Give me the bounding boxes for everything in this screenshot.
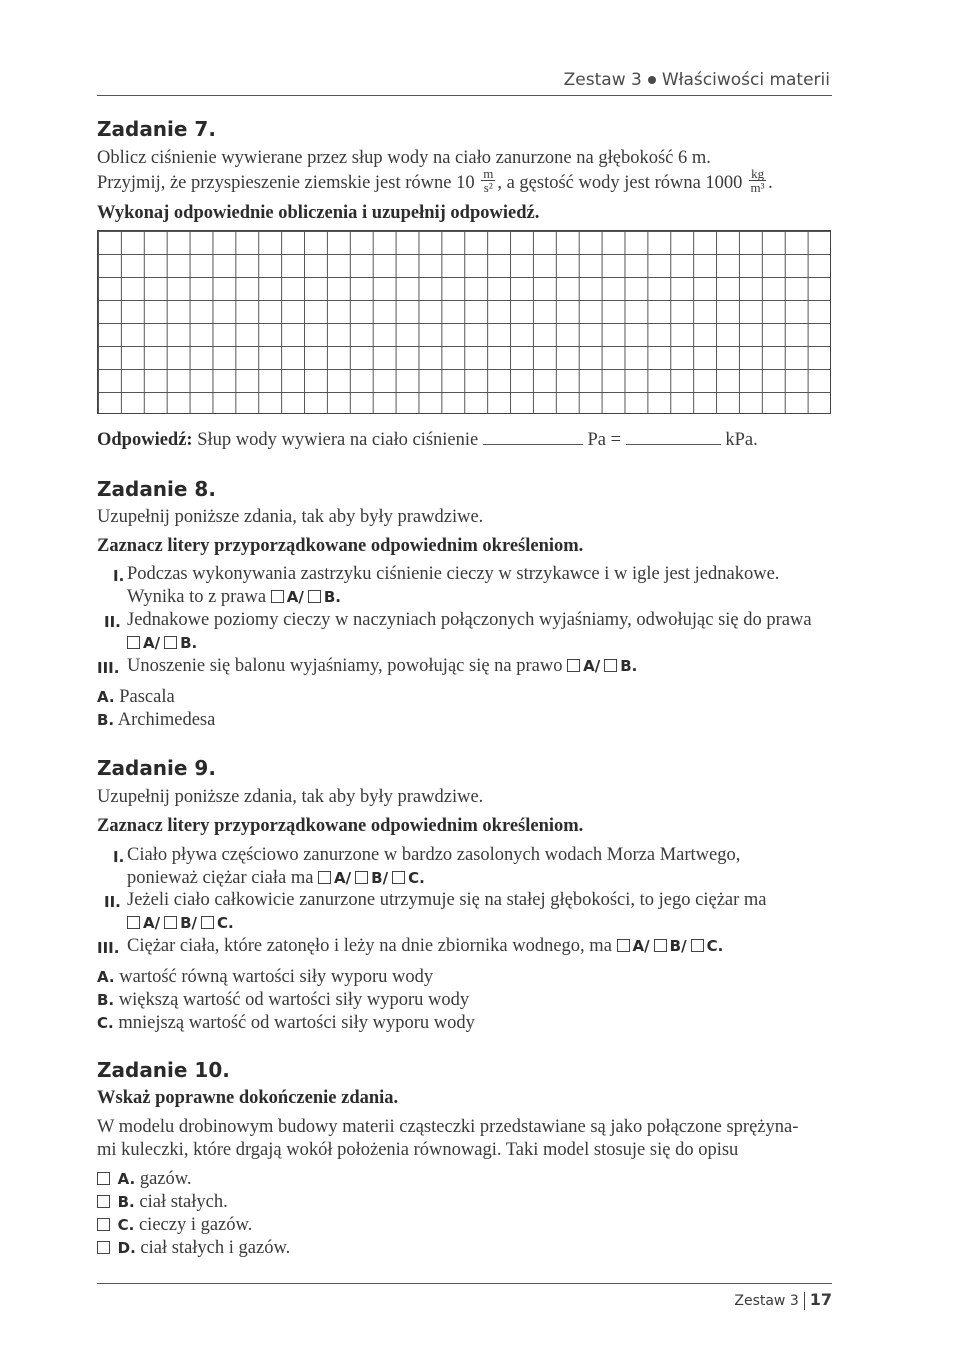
slash: / [298, 588, 304, 606]
footer-rule [97, 1283, 832, 1284]
pa-answer-field[interactable] [483, 430, 583, 445]
choice-a: A [286, 588, 299, 606]
task9-option-b [97, 990, 469, 1011]
checkbox[interactable] [127, 636, 140, 649]
checkbox[interactable] [97, 1241, 110, 1254]
task9-s3-a [127, 936, 723, 957]
dot: . [631, 657, 638, 675]
kpa-answer-field[interactable] [626, 430, 721, 445]
choice-a: A [143, 914, 155, 932]
slash: / [644, 937, 650, 955]
choice-c: C [706, 937, 718, 955]
checkbox[interactable] [308, 590, 321, 603]
task7-title: Zadanie 7. [97, 117, 216, 141]
task8-title: Zadanie 8. [97, 477, 216, 501]
bullet-icon [648, 76, 656, 84]
task10-option-b[interactable] [97, 1192, 228, 1213]
task9-s2-choices [127, 913, 234, 934]
frac2-den: m³ [750, 180, 765, 195]
option-letter: B. [97, 991, 115, 1009]
calculation-grid[interactable] [97, 230, 831, 414]
choice-c: C [217, 914, 229, 932]
choice-b: B [323, 588, 336, 606]
task8-option-a [97, 687, 175, 708]
task10-title: Zadanie 10. [97, 1058, 230, 1082]
task9-instruction: Zaznacz litery przyporządkowane odpowiednim określeniom. [97, 816, 584, 836]
option-letter: B. [117, 1193, 135, 1211]
unit-kpa: kPa. [725, 430, 758, 450]
dot: . [717, 937, 724, 955]
option-text: Archimedesa [117, 710, 216, 730]
choice-b: B [180, 914, 192, 932]
answer-label: Odpowiedź: [97, 430, 193, 450]
frac2-num: kg [751, 166, 765, 181]
page-number: 17 [809, 1290, 832, 1309]
task7-line2-c: . [768, 172, 773, 193]
task9-s2-a: Jeżeli ciało całkowicie zanurzone utrzymuje się na stałej głębokości, to jego ciężar ma [127, 890, 767, 910]
checkbox[interactable] [164, 916, 177, 929]
task8-s2-choices [127, 633, 197, 654]
task10-option-d[interactable] [97, 1238, 290, 1259]
option-text: Pascala [119, 687, 175, 707]
slash: / [154, 914, 161, 932]
header-rule [97, 95, 832, 96]
task10-line1: W modelu drobinowym budowy materii cząsteczki przedstawiane są jako połączone sprężyna- [97, 1117, 799, 1137]
option-text: ciał stałych. [139, 1192, 228, 1212]
checkbox[interactable] [97, 1195, 110, 1208]
option-text: ciał stałych i gazów. [140, 1238, 291, 1258]
task8-intro: Uzupełnij poniższe zdania, tak aby były prawdziwe. [97, 507, 484, 527]
dot: . [419, 869, 425, 887]
task7-line1: Oblicz ciśnienie wywierane przez słup wody na ciało zanurzone na głębokość 6 m. [97, 148, 711, 168]
checkbox[interactable] [604, 659, 617, 672]
slash: / [191, 914, 198, 932]
slash: / [154, 634, 161, 652]
task7-answer [97, 430, 758, 451]
option-letter: C. [117, 1216, 135, 1234]
task10-option-a[interactable] [97, 1169, 192, 1190]
option-text: wartość równą wartości siły wyporu wody [119, 967, 434, 987]
task9-option-a [97, 967, 433, 988]
dot: . [228, 914, 234, 932]
task9-s1-a: Ciało pływa częściowo zanurzone w bardzo zasolonych wodach Morza Martwego, [127, 845, 741, 865]
task9-title: Zadanie 9. [97, 756, 216, 780]
slash: / [345, 869, 352, 887]
task8-s2-num: II. [104, 613, 121, 631]
task8-s1-a: Podczas wykonywania zastrzyku ciśnienie cieczy w strzykawce i w igle jest jednakowe. [127, 564, 780, 584]
option-text: większą wartość od wartości siły wyporu wody [118, 990, 470, 1010]
choice-b: B [620, 657, 632, 675]
running-head-set: Zestaw 3 [563, 70, 642, 90]
task10-line2: mi kuleczki, które drgają wokół położenia równowagi. Taki model stosuje się do opisu [97, 1140, 739, 1160]
task9-s2-num: II. [104, 893, 121, 911]
answer-text: Słup wody wywiera na ciało ciśnienie [197, 430, 479, 450]
option-letter: A. [97, 968, 115, 986]
choice-a: A [334, 869, 346, 887]
slash: / [382, 869, 389, 887]
task8-instruction: Zaznacz litery przyporządkowane odpowiednim określeniom. [97, 536, 584, 556]
dot: . [191, 634, 198, 652]
task8-s3-text: Unoszenie się balonu wyjaśniamy, powołując się na prawo [127, 656, 563, 676]
task8-s1-num: I. [113, 567, 125, 585]
option-text: mniejszą wartość od wartości siły wyporu wody [118, 1013, 475, 1033]
choice-c: C [408, 869, 420, 887]
option-letter: A. [117, 1170, 136, 1188]
page-footer [734, 1290, 832, 1310]
footer-separator [804, 1292, 805, 1310]
checkbox[interactable] [97, 1172, 110, 1185]
frac1-num: m [483, 166, 494, 181]
task10-instruction: Wskaż poprawne dokończenie zdania. [97, 1088, 399, 1108]
choice-a: A [632, 937, 645, 955]
task7-line2-a: Przyjmij, że przyspieszenie ziemskie jest równe 10 [97, 172, 475, 193]
checkbox[interactable] [318, 871, 331, 884]
task7-line2-b: , a gęstość wody jest równa 1000 [497, 172, 743, 193]
checkbox[interactable] [271, 590, 284, 603]
slash: / [681, 937, 687, 955]
task10-option-c[interactable] [97, 1215, 252, 1236]
frac1-den: s² [483, 180, 493, 195]
checkbox[interactable] [392, 871, 405, 884]
option-text: gazów. [139, 1169, 192, 1189]
running-head-section: Właściwości materii [661, 70, 830, 90]
checkbox[interactable] [567, 659, 580, 672]
task8-option-b [97, 710, 215, 731]
dot: . [335, 588, 341, 606]
fraction-m-s2 [481, 167, 495, 194]
task9-s1-b-text: ponieważ ciężar ciała ma [127, 868, 314, 888]
checkbox[interactable] [654, 939, 667, 952]
choice-b: B [371, 869, 383, 887]
choice-b: B [669, 937, 682, 955]
task9-s3-num: III. [97, 939, 120, 957]
task8-s1-b [127, 587, 341, 608]
choice-b: B [180, 634, 192, 652]
task8-s3-num: III. [97, 659, 120, 677]
choice-a: A [143, 634, 155, 652]
checkbox[interactable] [97, 1218, 110, 1231]
option-text: cieczy i gazów. [138, 1215, 253, 1235]
footer-set: Zestaw 3 [734, 1293, 799, 1309]
checkbox[interactable] [164, 636, 177, 649]
checkbox[interactable] [355, 871, 368, 884]
option-letter: D. [117, 1239, 136, 1257]
fraction-kg-m3 [749, 167, 766, 194]
running-head [564, 70, 830, 90]
task7-instruction: Wykonaj odpowiednie obliczenia i uzupełnij odpowiedź. [97, 203, 540, 223]
option-letter: C. [97, 1014, 114, 1032]
task9-option-c [97, 1013, 475, 1034]
task9-intro: Uzupełnij poniższe zdania, tak aby były prawdziwe. [97, 787, 484, 807]
choice-a: A [583, 657, 595, 675]
option-letter: B. [97, 711, 115, 729]
option-letter: A. [97, 688, 115, 706]
slash: / [594, 657, 601, 675]
task9-s1-num: I. [113, 848, 125, 866]
checkbox[interactable] [127, 916, 140, 929]
checkbox[interactable] [617, 939, 630, 952]
task8-s3-a [127, 656, 637, 677]
task8-s1-b-text: Wynika to z prawa [127, 587, 267, 607]
unit-pa: Pa = [587, 430, 622, 450]
task9-s3-text: Ciężar ciała, które zatonęło i leży na dnie zbiornika wodnego, ma [127, 936, 612, 956]
task7-line2 [97, 166, 773, 197]
task8-s2-a: Jednakowe poziomy cieczy w naczyniach połączonych wyjaśniamy, odwołując się do prawa [127, 610, 812, 630]
task9-s1-b [127, 868, 425, 889]
checkbox[interactable] [691, 939, 704, 952]
checkbox[interactable] [201, 916, 214, 929]
